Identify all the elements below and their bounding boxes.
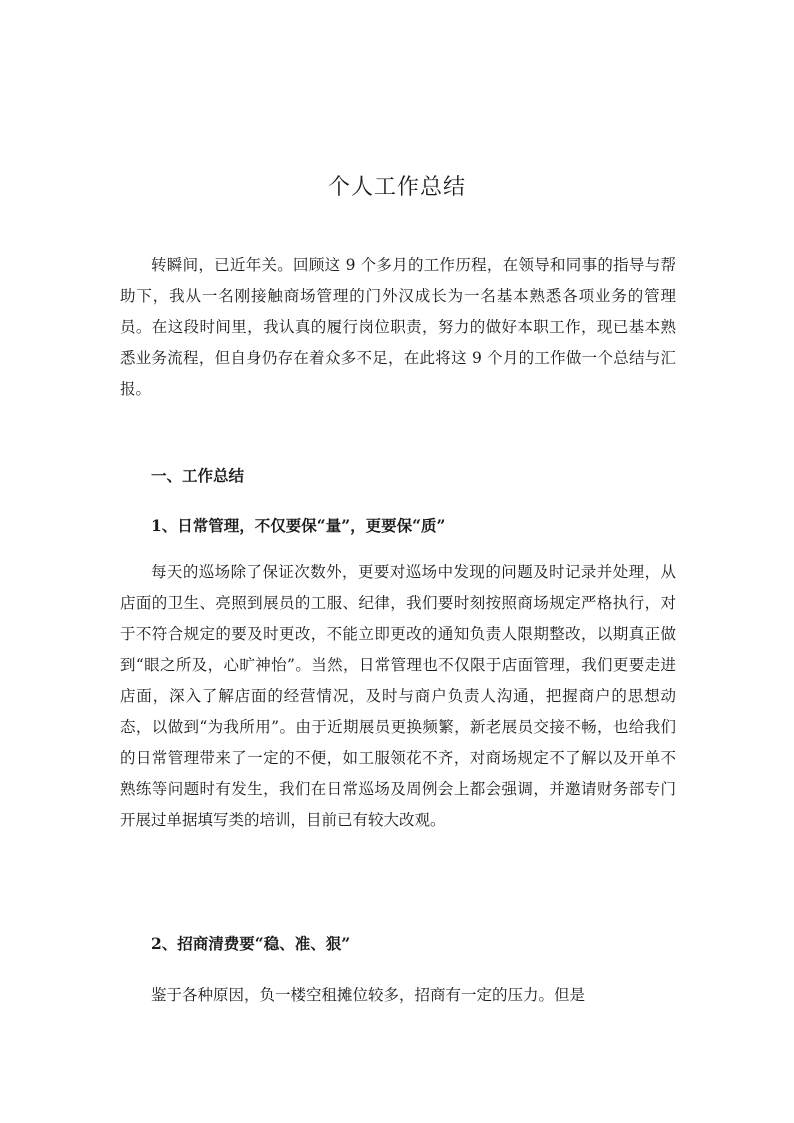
section-heading-work-summary: 一、工作总结 [151,466,245,485]
subsection-heading-daily-management: 1、日常管理，不仅要保“量”，更要保“质” [151,516,446,535]
daily-management-paragraph: 每天的巡场除了保证次数外，更要对巡场中发现的问题及时记录并处理，从店面的卫生、亮照到展员的工服、纪律，我们要时刻按照商场规定严格执行，对于不符合规定的要及时更改，不能立即更改的通知负责人限期整改，以期真正做到“眼之所及，心旷神怡”。当然，日常管理也不仅限于店面管理，我们更要走进店面，深入了解店面的经营情况，及时与商户负责人沟通，把握商户的思想动态，以做到“为我所用”。由于近期展员更换频繁，新老展员交接不畅，也给我们的日常管理带来了一定的不便，如工服领花不齐，对商场规定不了解以及开单不熟练等问题时有发生，我们在日常巡场及周例会上都会强调，并邀请财务部专门开展过单据填写类的培训，目前已有较大改观。 [120,563,676,829]
leasing-fees-paragraph: 鉴于各种原因，负一楼空租摊位较多，招商有一定的压力。但是 [151,986,586,1004]
page-title: 个人工作总结 [327,175,466,200]
subsection-heading-leasing-fees: 2、招商清费要“稳、准、狠” [151,934,351,953]
intro-paragraph: 转瞬间，已近年关。回顾这 9 个多月的工作历程，在领导和同事的指导与帮助下，我从一名刚接触商场管理的门外汉成长为一名基本熟悉各项业务的管理员。在这段时间里，我认真的履行岗位职责，努力的做好本职工作，现已基本熟悉业务流程，但自身仍存在着众多不足，在此将这 9 个月的工作做一个总结与汇报。 [120,256,676,398]
